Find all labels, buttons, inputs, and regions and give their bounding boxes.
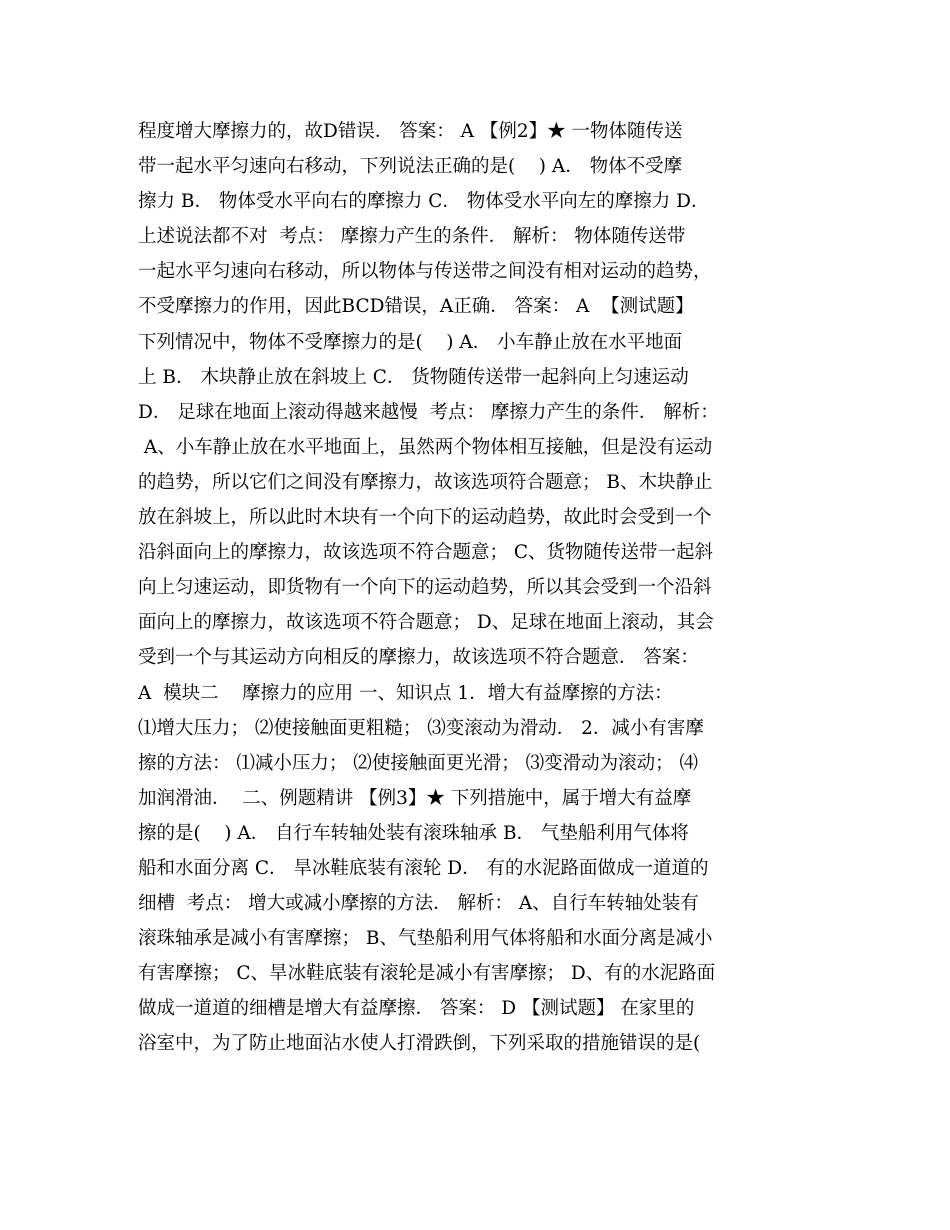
text-line: D． 足球在地面上滚动得越来越慢 考点： 摩擦力产生的条件． 解析：: [138, 401, 719, 423]
text-line: 船和水面分离 C． 旱冰鞋底装有滚轮 D． 有的水泥路面做成一道道的: [138, 857, 709, 879]
text-line: 细槽 考点： 增大或减小摩擦的方法． 解析： A、自行车转轴处装有: [138, 893, 699, 915]
text-line: A 模块二 摩擦力的应用 一、知识点 1．增大有益摩擦的方法：: [138, 682, 673, 704]
text-line: 带一起水平匀速向右移动，下列说法正确的是( ) A． 物体不受摩: [138, 156, 683, 178]
text-line: A、小车静止放在水平地面上，虽然两个物体相互接触，但是没有运动: [138, 436, 713, 458]
text-line: 受到一个与其运动方向相反的摩擦力，故该选项不符合题意． 答案：: [138, 647, 699, 669]
text-line: 擦的是( ) A． 自行车转轴处装有滚珠轴承 B． 气垫船利用气体将: [138, 822, 689, 844]
text-line: 面向上的摩擦力，故该选项不符合题意； D、足球在地面上滚动，其会: [138, 612, 714, 634]
text-line: 有害摩擦； C、旱冰鞋底装有滚轮是减小有害摩擦； D、有的水泥路面: [138, 963, 716, 985]
text-line: 下列情况中，物体不受摩擦力的是( ) A． 小车静止放在水平地面: [138, 331, 683, 353]
text-line: 做成一道道的细槽是增大有益摩擦． 答案： D 【测试题】 在家里的: [138, 998, 695, 1020]
text-line: 沿斜面向上的摩擦力，故该选项不符合题意； C、货物随传送带一起斜: [138, 542, 714, 564]
body-text: [138, 114, 818, 1062]
text-line: 不受摩擦力的作用，因此BCD错误，A正确． 答案： A 【测试题】: [138, 296, 694, 318]
text-line: 放在斜坡上，所以此时木块有一个向下的运动趋势，故此时会受到一个: [138, 507, 712, 529]
text-line: 擦的方法： ⑴减小压力； ⑵使接触面更光滑； ⑶变滑动为滚动； ⑷: [138, 752, 699, 774]
text-line: ⑴增大压力； ⑵使接触面更粗糙； ⑶变滚动为滑动． 2．减小有害摩: [138, 717, 704, 739]
text-line: 加润滑油． 二、例题精讲 【例3】★ 下列措施中，属于增大有益摩: [138, 787, 692, 809]
text-line: 上述说法都不对 考点： 摩擦力产生的条件． 解析： 物体随传送带: [138, 226, 686, 248]
text-line: 滚珠轴承是减小有害摩擦； B、气垫船利用气体将船和水面分离是减小: [138, 928, 713, 950]
text-line: 的趋势，所以它们之间没有摩擦力，故该选项符合题意； B、木块静止: [138, 471, 713, 493]
text-line: 上 B． 木块静止放在斜坡上 C． 货物随传送带一起斜向上匀速运动: [138, 366, 689, 388]
text-line: 一起水平匀速向右移动，所以物体与传送带之间没有相对运动的趋势，: [138, 261, 712, 283]
text-line: 浴室中，为了防止地面沾水使人打滑跌倒，下列采取的措施错误的是(: [138, 1033, 701, 1055]
text-line: 向上匀速运动，即货物有一个向下的运动趋势，所以其会受到一个沿斜: [138, 577, 712, 599]
text-line: 擦力 B． 物体受水平向右的摩擦力 C． 物体受水平向左的摩擦力 D．: [138, 191, 710, 213]
text-line: 程度增大摩擦力的，故D错误． 答案： A 【例2】★ 一物体随传送: [138, 121, 683, 142]
